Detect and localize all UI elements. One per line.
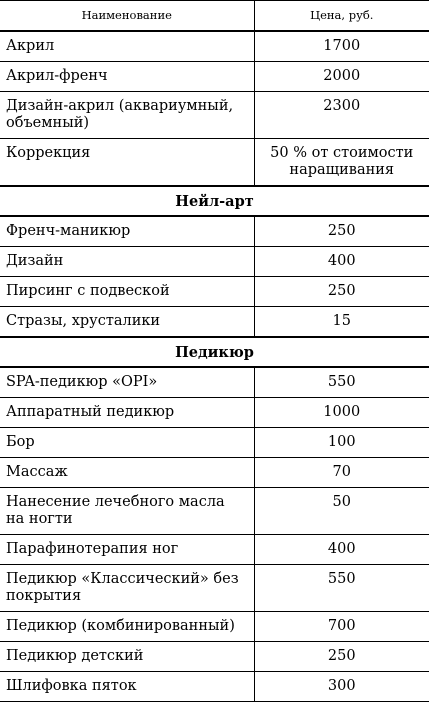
service-price: 400 <box>254 535 429 565</box>
table-row <box>0 307 429 338</box>
service-price: 300 <box>254 672 429 702</box>
service-name: Пирсинг с подвеской <box>0 277 254 307</box>
service-name: Аппаратный педикюр <box>0 398 254 428</box>
section-title: Педикюр <box>0 337 429 367</box>
section-row-pedicure <box>0 337 429 367</box>
table-row <box>0 367 429 398</box>
service-name: Бор <box>0 428 254 458</box>
service-price: 50 <box>254 488 429 535</box>
service-price: 2000 <box>254 62 429 92</box>
table-row <box>0 31 429 62</box>
service-price: 550 <box>254 565 429 612</box>
service-name: Педикюр (комбинированный) <box>0 612 254 642</box>
table-row <box>0 398 429 428</box>
service-name: Стразы, хрусталики <box>0 307 254 338</box>
service-price: 400 <box>254 247 429 277</box>
service-price: 50 % от стоимости наращивания <box>254 139 429 187</box>
service-price: 250 <box>254 216 429 247</box>
service-price: 15 <box>254 307 429 338</box>
table-row <box>0 92 429 139</box>
table-row <box>0 277 429 307</box>
service-name: Дизайн-акрил (аквариумный, объемный) <box>0 92 254 139</box>
service-name: Коррекция <box>0 139 254 187</box>
section-row-nail-art <box>0 186 429 216</box>
table-row <box>0 642 429 672</box>
service-price: 2300 <box>254 92 429 139</box>
service-name: SPA-педикюр «OPI» <box>0 367 254 398</box>
table-row <box>0 488 429 535</box>
service-name: Шлифовка пяток <box>0 672 254 702</box>
table-row <box>0 458 429 488</box>
table-row <box>0 672 429 702</box>
service-price: 1000 <box>254 398 429 428</box>
service-name: Педикюр «Классический» без покрытия <box>0 565 254 612</box>
service-name: Дизайн <box>0 247 254 277</box>
service-price: 550 <box>254 367 429 398</box>
service-price: 700 <box>254 612 429 642</box>
service-price: 250 <box>254 277 429 307</box>
table-header-row <box>0 1 429 32</box>
column-header-name: Наименование <box>0 1 254 32</box>
service-price: 250 <box>254 642 429 672</box>
service-price: 100 <box>254 428 429 458</box>
table-row <box>0 565 429 612</box>
section-title: Нейл-арт <box>0 186 429 216</box>
table-row <box>0 247 429 277</box>
service-price: 70 <box>254 458 429 488</box>
table-row <box>0 62 429 92</box>
service-name: Парафинотерапия ног <box>0 535 254 565</box>
service-name: Френч-маникюр <box>0 216 254 247</box>
service-name: Массаж <box>0 458 254 488</box>
service-name: Акрил-френч <box>0 62 254 92</box>
service-name: Акрил <box>0 31 254 62</box>
table-row <box>0 428 429 458</box>
table-row <box>0 612 429 642</box>
service-name: Нанесение лечебного масла на ногти <box>0 488 254 535</box>
table-row <box>0 216 429 247</box>
service-price: 1700 <box>254 31 429 62</box>
table-row <box>0 535 429 565</box>
column-header-price: Цена, руб. <box>254 1 429 32</box>
service-name: Педикюр детский <box>0 642 254 672</box>
table-row <box>0 139 429 187</box>
